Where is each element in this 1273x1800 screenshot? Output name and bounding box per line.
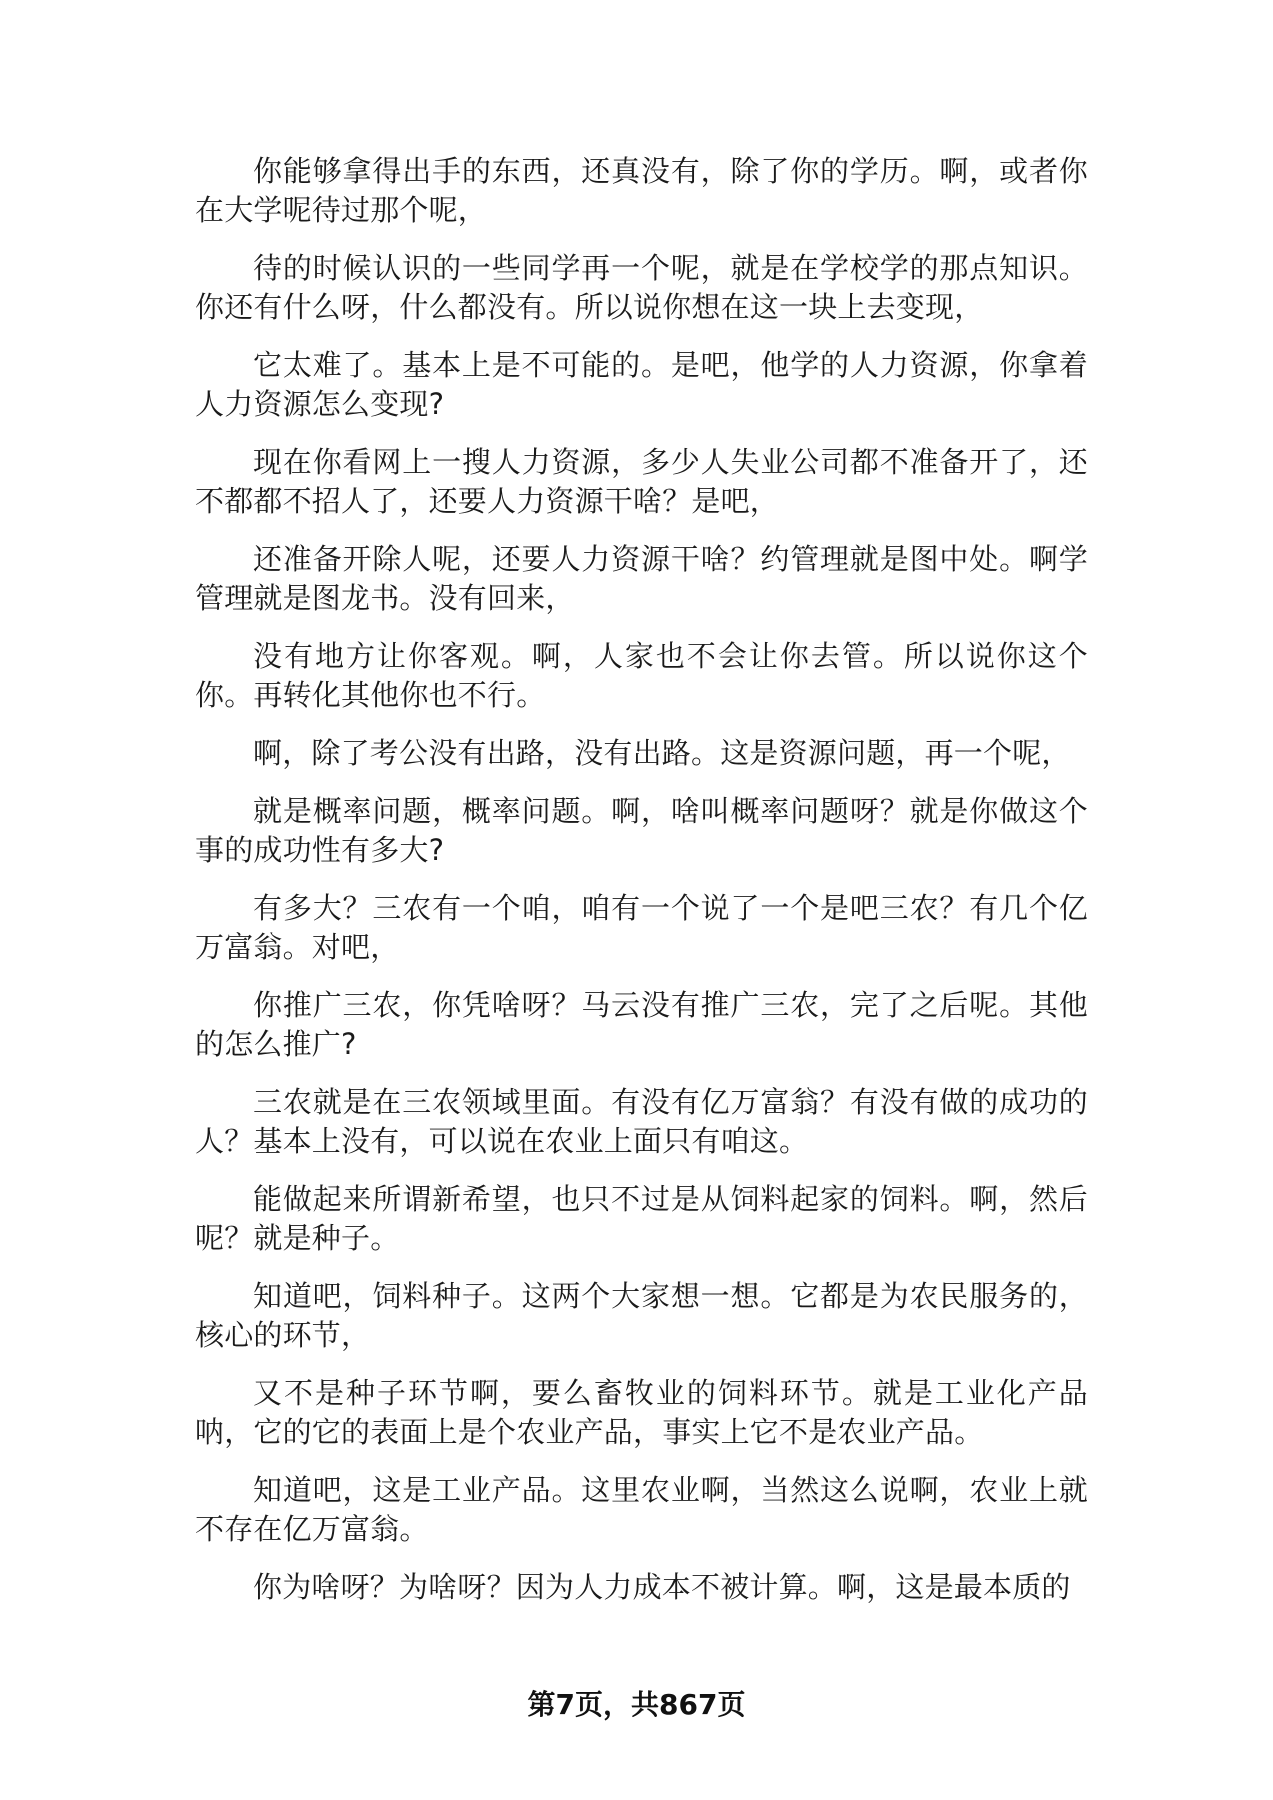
document-body	[195, 152, 1088, 1626]
paragraph: 就是概率问题，概率问题。啊，啥叫概率问题呀？就是你做这个事的成功性有多大?	[195, 794, 1088, 867]
paragraph: 你为啥呀？为啥呀？因为人力成本不被计算。啊，这是最本质的	[253, 1570, 1071, 1604]
paragraph: 待的时候认识的一些同学再一个呢，就是在学校学的那点知识。你还有什么呀，什么都没有。所以说你想在这一块上去变现，	[195, 251, 1088, 324]
paragraph: 你能够拿得出手的东西，还真没有，除了你的学历。啊，或者你在大学呢待过那个呢，	[195, 154, 1088, 227]
paragraph: 啊，除了考公没有出路，没有出路。这是资源问题，再一个呢，	[253, 736, 1071, 770]
paragraph: 有多大？三农有一个咱，咱有一个说了一个是吧三农？有几个亿万富翁。对吧，	[195, 891, 1088, 964]
paragraph: 三农就是在三农领域里面。有没有亿万富翁？有没有做的成功的人？基本上没有，可以说在农业上面只有咱这。	[195, 1085, 1088, 1158]
paragraph: 现在你看网上一搜人力资源，多少人失业公司都不准备开了，还不都都不招人了，还要人力资源干啥？是吧，	[195, 445, 1088, 518]
paragraph: 知道吧，饲料种子。这两个大家想一想。它都是为农民服务的，核心的环节，	[195, 1279, 1088, 1352]
paragraph: 能做起来所谓新希望，也只不过是从饲料起家的饲料。啊，然后呢？就是种子。	[195, 1182, 1088, 1255]
paragraph: 它太难了。基本上是不可能的。是吧，他学的人力资源，你拿着人力资源怎么变现?	[195, 348, 1088, 421]
paragraph: 知道吧，这是工业产品。这里农业啊，当然这么说啊，农业上就不存在亿万富翁。	[195, 1473, 1088, 1546]
paragraph: 又不是种子环节啊，要么畜牧业的饲料环节。就是工业化产品呐，它的它的表面上是个农业产品，事实上它不是农业产品。	[195, 1376, 1088, 1449]
paragraph: 还准备开除人呢，还要人力资源干啥？约管理就是图中处。啊学管理就是图龙书。没有回来，	[195, 542, 1088, 615]
paragraph: 你推广三农，你凭啥呀？马云没有推广三农，完了之后呢。其他的怎么推广?	[195, 988, 1088, 1061]
paragraph: 没有地方让你客观。啊，人家也不会让你去管。所以说你这个你。再转化其他你也不行。	[195, 639, 1088, 712]
page-number-footer: 第7页，共867页	[527, 1688, 746, 1721]
